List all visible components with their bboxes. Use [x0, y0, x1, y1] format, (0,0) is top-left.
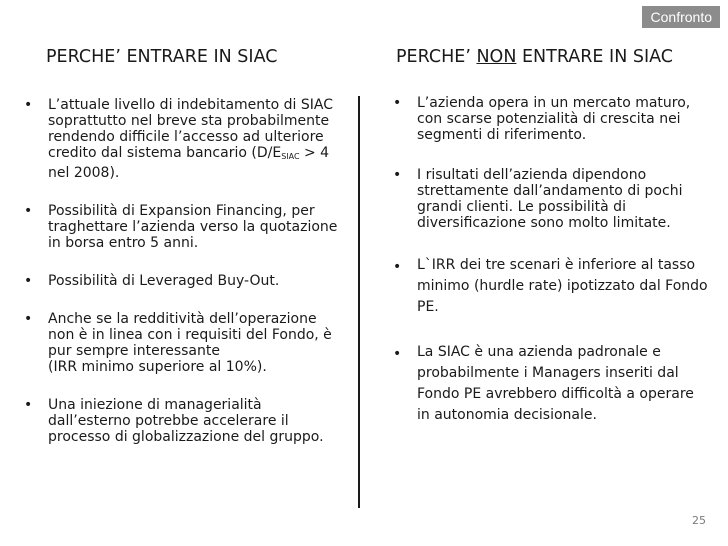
list-item-text: Anche se la redditività dell’operazione non è in linea con i requisiti del Fondo, è pur sempre interessante: [48, 311, 332, 359]
list-item: [24, 273, 344, 289]
list-item: [393, 255, 711, 318]
list-item-text: L’attuale livello di indebitamento di SIAC soprattutto nel breve sta probabilmente rendendo difficile l’accesso ad ulteriore credito dal sistema bancario (D/E: [48, 97, 333, 161]
list-item-text: L’azienda opera in un mercato maturo, con scarse potenzialità di crescita nei segmenti di riferimento.: [417, 95, 691, 143]
list-item-text: La SIAC è una azienda padronale e probabilmente i Managers inseriti dal Fondo PE avrebbero difficoltà a operare in autonomia decisionale.: [417, 344, 694, 423]
list-item: [24, 203, 344, 251]
list-item: [393, 167, 711, 231]
list-item-text: L`IRR dei tre scenari è inferiore al tasso minimo (hurdle rate) ipotizzato dal Fondo PE.: [417, 257, 708, 315]
list-item-text: Una iniezione di managerialità dall’esterno potrebbe accelerare il processo di globalizzazione del gruppo.: [48, 397, 324, 445]
bullet-icon: •: [393, 95, 402, 111]
section-tag: Confronto: [642, 6, 720, 28]
list-item-text-after: > 4 nel 2008).: [48, 145, 330, 181]
right-column-title: [396, 47, 673, 67]
list-item-text-line2: (IRR minimo superiore al 10%).: [48, 359, 267, 375]
right-bullet-list: [393, 95, 711, 426]
list-item: [393, 342, 711, 426]
bullet-icon: •: [24, 273, 33, 289]
right-title-pre: PERCHE’: [396, 47, 477, 67]
list-item: [393, 95, 711, 143]
bullet-icon: •: [24, 203, 33, 219]
bullet-icon: •: [393, 346, 402, 362]
left-column-title: PERCHE’ ENTRARE IN SIAC: [46, 47, 278, 67]
list-item-text: Possibilità di Leveraged Buy-Out.: [48, 273, 280, 289]
subscript: SIAC: [281, 152, 300, 161]
list-item-text: I risultati dell’azienda dipendono strettamente dall’andamento di pochi grandi clienti. Le possibilità di diversificazione sono molto limitate.: [417, 167, 683, 231]
bullet-icon: •: [393, 167, 402, 183]
list-item-text: Possibilità di Expansion Financing, per traghettare l’azienda verso la quotazione in borsa entro 5 anni.: [48, 203, 338, 251]
list-item: [24, 97, 344, 181]
column-divider: [358, 96, 360, 508]
bullet-icon: •: [24, 397, 33, 413]
left-bullet-list: [24, 97, 344, 445]
page-number: 25: [692, 514, 706, 527]
list-item: [24, 397, 344, 445]
right-title-underlined: NON: [476, 47, 517, 67]
right-title-post: ENTRARE IN SIAC: [516, 47, 674, 67]
bullet-icon: •: [24, 97, 33, 113]
list-item: [24, 311, 344, 375]
bullet-icon: •: [393, 259, 402, 275]
bullet-icon: •: [24, 311, 33, 327]
